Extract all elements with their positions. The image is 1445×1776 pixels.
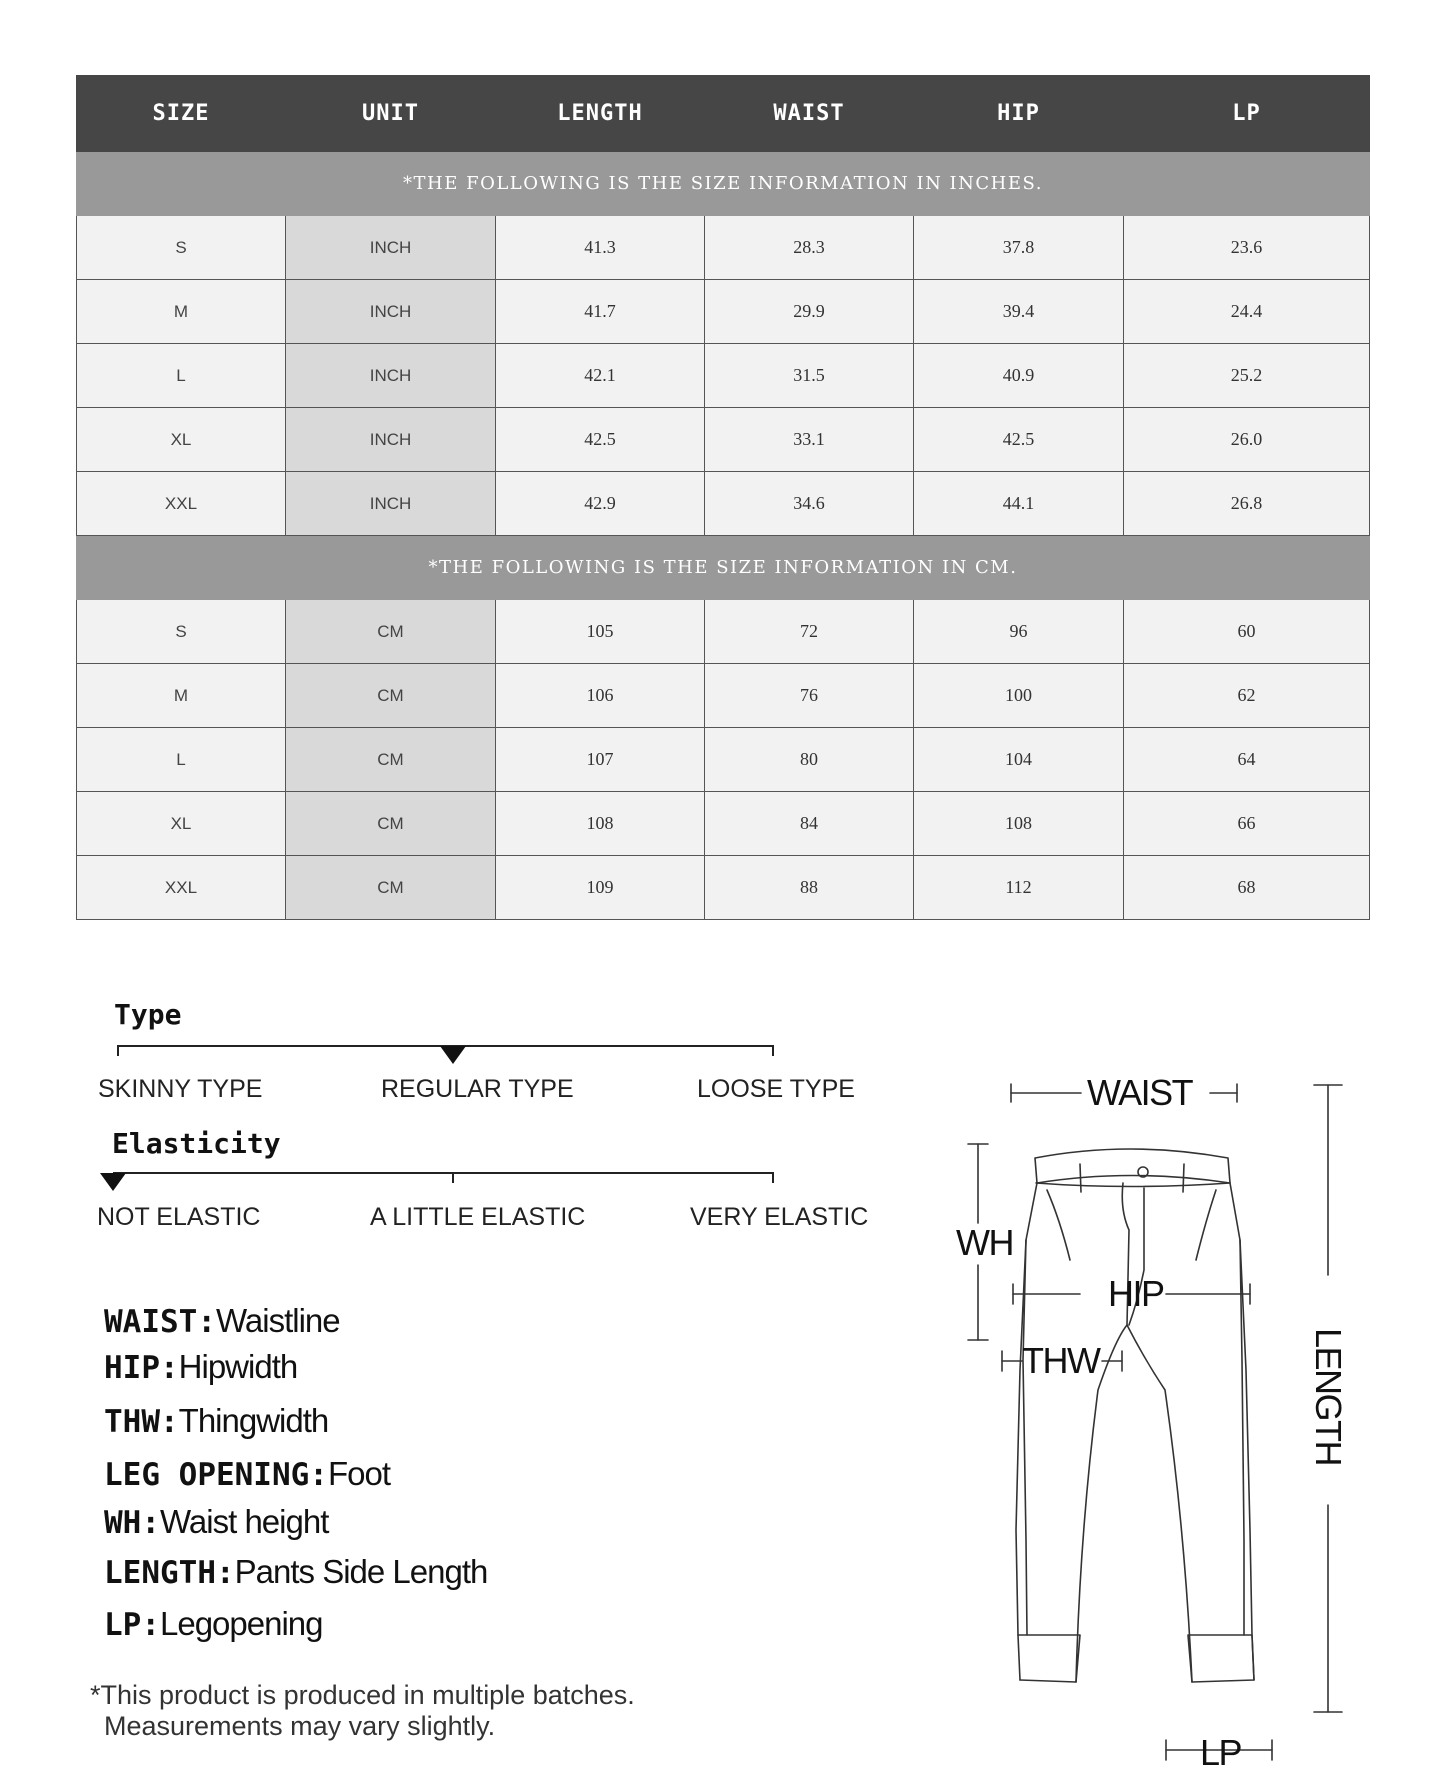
type-label-skinny: SKINNY TYPE (98, 1075, 263, 1103)
cell-hip: 96 (914, 600, 1124, 664)
cell-lp: 23.6 (1124, 216, 1370, 280)
cell-lp: 26.0 (1124, 408, 1370, 472)
type-label-regular: REGULAR TYPE (381, 1075, 574, 1103)
legend-item-length: LENGTH:Pants Side Length (104, 1553, 488, 1591)
header-unit: UNIT (286, 76, 496, 152)
table-row (77, 344, 1370, 408)
cell-unit: CM (286, 728, 496, 792)
cell-length: 41.3 (496, 216, 705, 280)
cell-length: 42.5 (496, 408, 705, 472)
cell-waist: 80 (705, 728, 914, 792)
cell-hip: 108 (914, 792, 1124, 856)
type-tick-end (772, 1045, 774, 1056)
cell-unit: CM (286, 856, 496, 920)
cell-length: 108 (496, 792, 705, 856)
cell-length: 42.1 (496, 344, 705, 408)
header-hip: HIP (914, 76, 1124, 152)
elasticity-label-very: VERY ELASTIC (690, 1203, 869, 1231)
pants-illustration (930, 1060, 1350, 1776)
cell-lp: 24.4 (1124, 280, 1370, 344)
section-banner: *THE FOLLOWING IS THE SIZE INFORMATION IN INCHES. (77, 152, 1370, 216)
cell-hip: 42.5 (914, 408, 1124, 472)
elasticity-label-little: A LITTLE ELASTIC (370, 1203, 586, 1231)
cell-length: 107 (496, 728, 705, 792)
batch-note (90, 1680, 635, 1742)
cell-length: 105 (496, 600, 705, 664)
legend-item-thw: THW:Thingwidth (104, 1402, 329, 1440)
table-row (77, 280, 1370, 344)
cell-hip: 100 (914, 664, 1124, 728)
cell-unit: INCH (286, 408, 496, 472)
cell-size: M (77, 664, 286, 728)
cell-unit: CM (286, 600, 496, 664)
cell-size: S (77, 216, 286, 280)
type-scale-title: Type (114, 998, 182, 1031)
type-tick-start (117, 1045, 119, 1056)
cell-length: 109 (496, 856, 705, 920)
legend-item-hip: HIP:Hipwidth (104, 1348, 298, 1386)
type-label-loose: LOOSE TYPE (697, 1075, 855, 1103)
header-length: LENGTH (496, 76, 705, 152)
cell-unit: INCH (286, 280, 496, 344)
section-banner: *THE FOLLOWING IS THE SIZE INFORMATION IN CM. (77, 536, 1370, 600)
cell-waist: 34.6 (705, 472, 914, 536)
cell-size: XL (77, 408, 286, 472)
batch-note-line1: *This product is produced in multiple batches. (90, 1680, 635, 1710)
batch-note-line2: Measurements may vary slightly. (104, 1711, 496, 1741)
cell-unit: INCH (286, 472, 496, 536)
cell-waist: 28.3 (705, 216, 914, 280)
type-selected-marker (440, 1046, 466, 1064)
cell-unit: CM (286, 792, 496, 856)
elasticity-tick-end (772, 1172, 774, 1183)
legend-item-wh: WH:Waist height (104, 1503, 329, 1541)
cell-size: XXL (77, 472, 286, 536)
cell-lp: 60 (1124, 600, 1370, 664)
cell-hip: 112 (914, 856, 1124, 920)
elasticity-label-not: NOT ELASTIC (97, 1203, 261, 1231)
cell-unit: INCH (286, 216, 496, 280)
cell-waist: 31.5 (705, 344, 914, 408)
cell-lp: 25.2 (1124, 344, 1370, 408)
cell-lp: 66 (1124, 792, 1370, 856)
size-chart-table (76, 75, 1370, 920)
cell-size: M (77, 280, 286, 344)
header-size: SIZE (77, 76, 286, 152)
cell-waist: 33.1 (705, 408, 914, 472)
cell-waist: 88 (705, 856, 914, 920)
cell-waist: 84 (705, 792, 914, 856)
cell-size: XXL (77, 856, 286, 920)
cell-waist: 72 (705, 600, 914, 664)
table-body (77, 152, 1370, 920)
table-row (77, 600, 1370, 664)
legend-item-waist: WAIST:Waistline (104, 1302, 340, 1340)
cell-size: L (77, 344, 286, 408)
diagram-label-thw: THW (1022, 1340, 1100, 1381)
cell-hip: 44.1 (914, 472, 1124, 536)
header-lp: LP (1124, 76, 1370, 152)
cell-unit: CM (286, 664, 496, 728)
diagram-label-length: LENGTH (1308, 1328, 1349, 1466)
cell-waist: 76 (705, 664, 914, 728)
section-banner-row (77, 536, 1370, 600)
cell-waist: 29.9 (705, 280, 914, 344)
cell-size: S (77, 600, 286, 664)
cell-hip: 37.8 (914, 216, 1124, 280)
elasticity-tick-middle (452, 1172, 454, 1183)
pants-measurement-diagram (930, 1060, 1350, 1776)
cell-hip: 40.9 (914, 344, 1124, 408)
diagram-label-waist: WAIST (1087, 1072, 1193, 1113)
table-row (77, 472, 1370, 536)
table-row (77, 792, 1370, 856)
cell-length: 106 (496, 664, 705, 728)
cell-length: 41.7 (496, 280, 705, 344)
cell-lp: 62 (1124, 664, 1370, 728)
cell-hip: 104 (914, 728, 1124, 792)
cell-lp: 64 (1124, 728, 1370, 792)
table-row (77, 664, 1370, 728)
header-waist: WAIST (705, 76, 914, 152)
cell-size: XL (77, 792, 286, 856)
cell-size: L (77, 728, 286, 792)
table-row (77, 408, 1370, 472)
cell-unit: INCH (286, 344, 496, 408)
cell-lp: 26.8 (1124, 472, 1370, 536)
pants-outline (1016, 1149, 1254, 1682)
diagram-label-wh: WH (956, 1222, 1013, 1263)
elasticity-scale-line (113, 1172, 774, 1174)
cell-length: 42.9 (496, 472, 705, 536)
section-banner-row (77, 152, 1370, 216)
cell-hip: 39.4 (914, 280, 1124, 344)
elasticity-selected-marker (100, 1173, 126, 1191)
table-row (77, 216, 1370, 280)
cell-lp: 68 (1124, 856, 1370, 920)
table-row (77, 856, 1370, 920)
legend-item-lp: LP:Legopening (104, 1605, 323, 1643)
diagram-label-lp: LP (1200, 1732, 1242, 1773)
table-header-row (77, 76, 1370, 152)
elasticity-scale-title: Elasticity (112, 1127, 281, 1160)
table-row (77, 728, 1370, 792)
diagram-label-hip: HIP (1108, 1273, 1164, 1314)
legend-item-leg-opening: LEG OPENING:Foot (104, 1455, 391, 1493)
